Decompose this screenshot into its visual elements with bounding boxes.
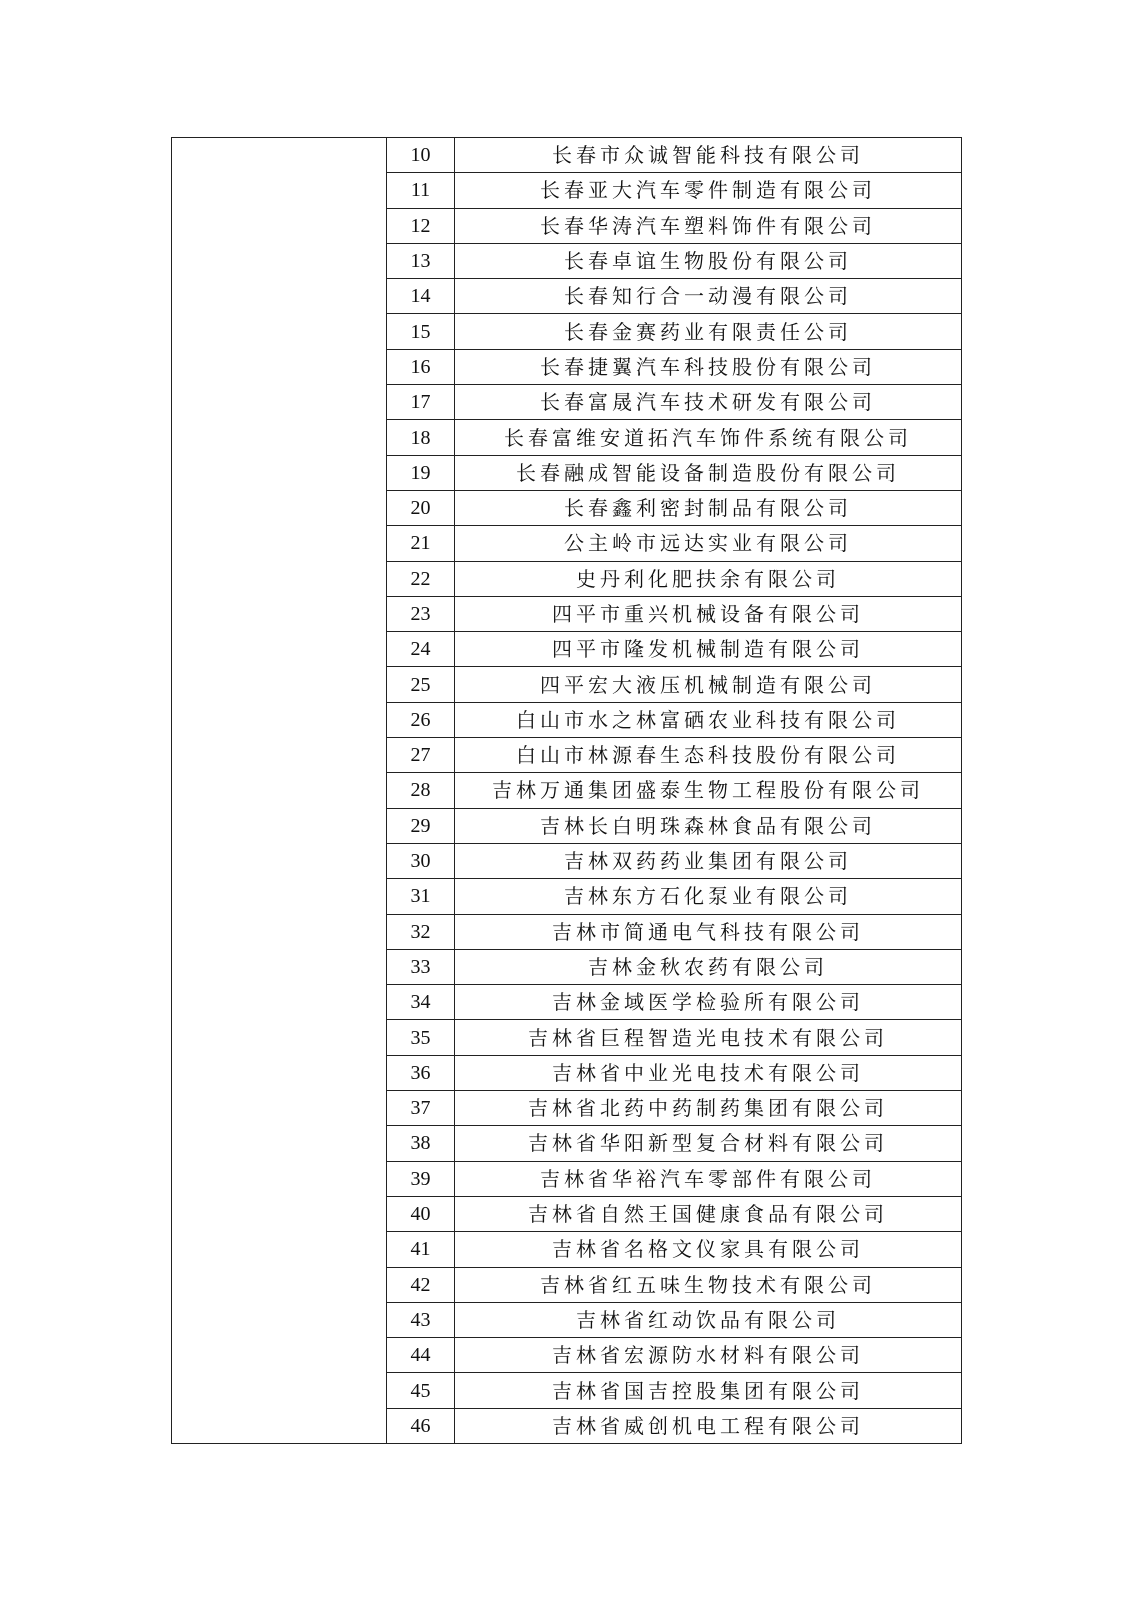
row-number: 40 [387, 1196, 455, 1231]
company-name: 四平市隆发机械制造有限公司 [455, 632, 962, 667]
row-number: 34 [387, 985, 455, 1020]
company-name: 公主岭市远达实业有限公司 [455, 526, 962, 561]
company-name: 史丹利化肥扶余有限公司 [455, 561, 962, 596]
company-name: 吉林省红五味生物技术有限公司 [455, 1267, 962, 1302]
company-name: 长春捷翼汽车科技股份有限公司 [455, 349, 962, 384]
company-name: 吉林金秋农药有限公司 [455, 949, 962, 984]
table-row [172, 138, 962, 173]
row-number: 42 [387, 1267, 455, 1302]
row-number: 28 [387, 773, 455, 808]
company-name: 白山市水之林富硒农业科技有限公司 [455, 702, 962, 737]
row-number: 37 [387, 1091, 455, 1126]
row-number: 45 [387, 1373, 455, 1408]
company-name: 吉林万通集团盛泰生物工程股份有限公司 [455, 773, 962, 808]
row-number: 16 [387, 349, 455, 384]
row-number: 44 [387, 1338, 455, 1373]
company-name: 长春融成智能设备制造股份有限公司 [455, 455, 962, 490]
row-number: 35 [387, 1020, 455, 1055]
company-name: 四平宏大液压机械制造有限公司 [455, 667, 962, 702]
row-number: 36 [387, 1055, 455, 1090]
company-name: 吉林东方石化泵业有限公司 [455, 879, 962, 914]
company-name: 长春知行合一动漫有限公司 [455, 279, 962, 314]
row-number: 15 [387, 314, 455, 349]
row-number: 23 [387, 596, 455, 631]
company-name: 吉林金域医学检验所有限公司 [455, 985, 962, 1020]
row-number: 46 [387, 1408, 455, 1443]
company-name: 吉林省巨程智造光电技术有限公司 [455, 1020, 962, 1055]
company-name: 吉林省国吉控股集团有限公司 [455, 1373, 962, 1408]
row-number: 41 [387, 1232, 455, 1267]
company-name: 长春鑫利密封制品有限公司 [455, 490, 962, 525]
row-number: 25 [387, 667, 455, 702]
company-name: 长春华涛汽车塑料饰件有限公司 [455, 208, 962, 243]
company-list-table [171, 137, 962, 1444]
company-name: 吉林省红动饮品有限公司 [455, 1302, 962, 1337]
row-number: 30 [387, 843, 455, 878]
company-name: 吉林省华阳新型复合材料有限公司 [455, 1126, 962, 1161]
row-number: 19 [387, 455, 455, 490]
company-name: 吉林双药药业集团有限公司 [455, 843, 962, 878]
row-number: 32 [387, 914, 455, 949]
company-name: 吉林省威创机电工程有限公司 [455, 1408, 962, 1443]
row-number: 14 [387, 279, 455, 314]
company-name: 吉林省华裕汽车零部件有限公司 [455, 1161, 962, 1196]
row-number: 18 [387, 420, 455, 455]
company-name: 吉林省名格文仪家具有限公司 [455, 1232, 962, 1267]
company-name: 长春金赛药业有限责任公司 [455, 314, 962, 349]
company-name: 吉林省中业光电技术有限公司 [455, 1055, 962, 1090]
row-number: 38 [387, 1126, 455, 1161]
row-number: 27 [387, 738, 455, 773]
row-number: 21 [387, 526, 455, 561]
row-number: 39 [387, 1161, 455, 1196]
company-name: 吉林省北药中药制药集团有限公司 [455, 1091, 962, 1126]
company-name: 长春亚大汽车零件制造有限公司 [455, 173, 962, 208]
row-number: 13 [387, 243, 455, 278]
row-number: 20 [387, 490, 455, 525]
company-name: 吉林长白明珠森林食品有限公司 [455, 808, 962, 843]
row-number: 10 [387, 138, 455, 173]
row-number: 29 [387, 808, 455, 843]
row-number: 26 [387, 702, 455, 737]
company-name: 白山市林源春生态科技股份有限公司 [455, 738, 962, 773]
row-number: 24 [387, 632, 455, 667]
row-number: 11 [387, 173, 455, 208]
row-number: 33 [387, 949, 455, 984]
company-name: 吉林省宏源防水材料有限公司 [455, 1338, 962, 1373]
row-number: 17 [387, 385, 455, 420]
company-name: 长春富晟汽车技术研发有限公司 [455, 385, 962, 420]
company-name: 长春市众诚智能科技有限公司 [455, 138, 962, 173]
company-name: 长春富维安道拓汽车饰件系统有限公司 [455, 420, 962, 455]
row-number: 31 [387, 879, 455, 914]
row-number: 43 [387, 1302, 455, 1337]
table-body [172, 138, 962, 1444]
company-name: 四平市重兴机械设备有限公司 [455, 596, 962, 631]
row-number: 12 [387, 208, 455, 243]
company-name: 吉林省自然王国健康食品有限公司 [455, 1196, 962, 1231]
row-number: 22 [387, 561, 455, 596]
company-name: 吉林市简通电气科技有限公司 [455, 914, 962, 949]
company-name: 长春卓谊生物股份有限公司 [455, 243, 962, 278]
category-cell [172, 138, 387, 1444]
